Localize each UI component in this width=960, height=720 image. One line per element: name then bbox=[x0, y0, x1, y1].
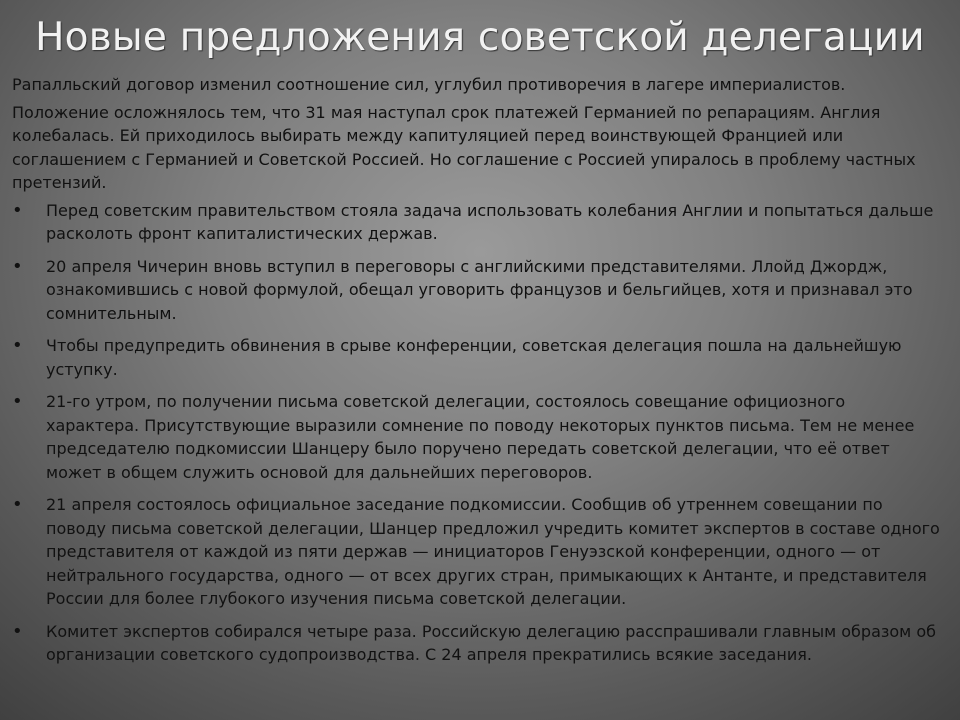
bullet-item-6 bbox=[12, 620, 942, 667]
bullet-dot-icon: • bbox=[12, 255, 23, 277]
slide-body bbox=[12, 73, 942, 676]
bullet-item-2 bbox=[12, 255, 942, 326]
bullet-dot-icon: • bbox=[12, 494, 23, 515]
bullet-list bbox=[12, 199, 942, 667]
bullet-item-5 bbox=[12, 493, 942, 611]
bullet-text: 21 апреля состоялось официальное заседание подкомиссии. Сообщив об утреннем совещании по поводу письма советской делегации, Шанцер предложил учредить комитет экспертов в составе одного представителя от каждой из пяти держав — инициаторов Генуэзской конференции, одного — от нейтрального государства, одного — от всех других стран, примыкающих к Антанте, и представителя России для более глубокого изучения письма советской делегации. bbox=[46, 495, 940, 608]
bullet-item-3 bbox=[12, 334, 942, 381]
bullet-text: Комитет экспертов собирался четыре раза. Российскую делегацию расспрашивали главным образом об организации советского судопроизводства. С 24 апреля прекратились всякие заседания. bbox=[46, 621, 936, 664]
bullet-dot-icon: • bbox=[12, 335, 23, 356]
intro-paragraph-2: Положение осложнялось тем, что 31 мая наступал срок платежей Германией по репарациям. Англия колебалась. Ей приходилось выбирать между капитуляцией перед воинствующей Францией или соглашением с Германией и Советской Россией. Но соглашение с Россией упиралось в проблему частных претензий. bbox=[12, 102, 916, 192]
bullet-item-1 bbox=[12, 199, 942, 246]
bullet-dot-icon: • bbox=[12, 199, 23, 221]
bullet-text: 21-го утром, по получении письма советской делегации, состоялось совещание официозного характера. Присутствующие выразили сомнение по поводу некоторых пунктов письма. Тем не менее председателю подкомиссии Шанцеру было поручено передать советской делегации, что её ответ может в общем служить основой для дальнейших переговоров. bbox=[46, 392, 915, 482]
bullet-text: 20 апреля Чичерин вновь вступил в переговоры с английскими представителями. Ллойд Джордж, ознакомившись с новой формулой, обещал уговорить французов и бельгийцев, хотя и признавал это сомнительным. bbox=[46, 256, 913, 323]
bullet-dot-icon: • bbox=[12, 391, 23, 412]
bullet-text: Перед советским правительством стояла задача использовать колебания Англии и попытаться дальше расколоть фронт капиталистических держав. bbox=[46, 200, 934, 243]
intro-paragraph-1: Рапалльский договор изменил соотношение сил, углубил противоречия в лагере империалистов. bbox=[12, 75, 846, 94]
bullet-dot-icon: • bbox=[12, 620, 23, 642]
slide-title: Новые предложения советской делегации bbox=[35, 15, 925, 60]
bullet-item-4 bbox=[12, 390, 942, 484]
bullet-text: Чтобы предупредить обвинения в срыве конференции, советская делегация пошла на дальнейшую уступку. bbox=[46, 336, 902, 379]
